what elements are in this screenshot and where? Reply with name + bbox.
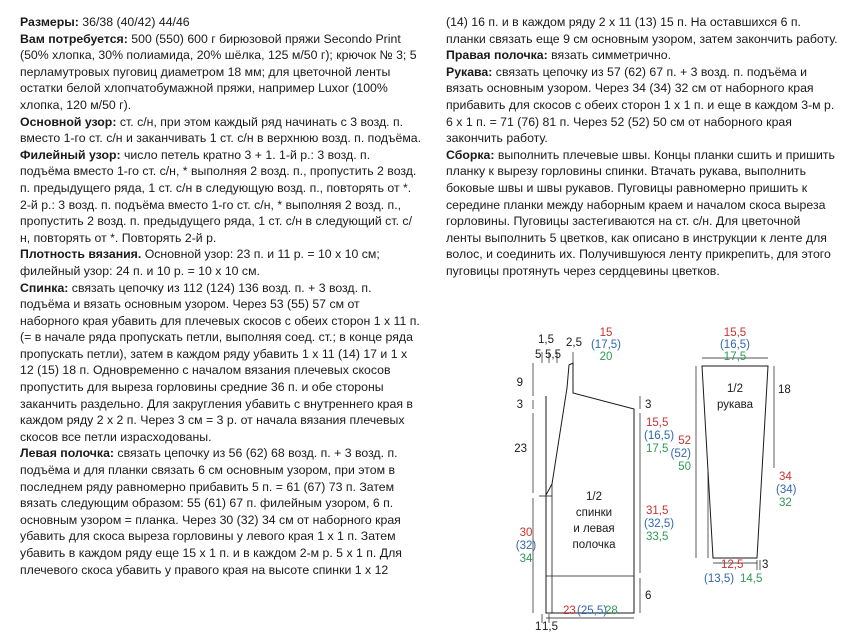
sleeve-top-green: 17,5 [723,351,747,363]
paragraph [20,445,422,578]
sleeve-left-red: 52 [678,435,691,447]
dim-bottom-15: 1,5 [542,621,558,633]
body-dimension-lines [533,352,640,623]
dim-top-15: 1,5 [538,334,554,346]
body-title-2: спинки [575,507,613,519]
dim-right-red2: 31,5 [646,505,669,517]
sleeve-right-red: 34 [779,471,792,483]
paragraph-text: выполнить плечевые швы. Концы планки сшить и пришить планку к вырезу горловины спинки. Втачать рукава, выполнить боковые швы и швы рукавов. Пуговицы равномерно пришить к середине планки между наборным краем и началом скоса выреза горловины. Пуговицы застегиваются на ст. с/н. Для цветочной ленты выполнить 5 цветков, как описано в инструкции к ленте для волос, и соединить их. Получившуюся ленту прикрепить, для этого пуговицы протянуть через сердцевины цветков. [446,147,835,278]
dim-right-6: 6 [645,590,652,602]
sleeve-bottom-green: 14,5 [740,573,763,585]
sleeve-bottom-red: 12,5 [721,559,744,571]
paragraph [20,147,422,247]
sleeve-title-1: 1/2 [727,383,743,395]
paragraph-text: связать цепочку из 56 (62) 68 возд. п. + 3 возд. п. подъёма и для планки связать 6 см основным узором, при этом в последнем ряду равномерно прибавить 5 п. = 61 (67) 73 п. Затем вязать следующим образом: 55 (61) 67 п. филейным узором, 6 п. основным узором = планка. Через 30 (32) 34 см от наборного края убавить для скоса выреза горловины у левого края 1 х 1 п. Затем убавить в каждом ряду еще 15 х 1 п. и в каждом 2-м р. 5 х 1 п. Для плечевого скоса убавить у правого края на высоте спинки 1 х 12 [20,446,402,577]
dim-right-3: 3 [645,399,652,411]
paragraph-text: вязать симметрично. [547,48,672,63]
paragraph [20,14,422,31]
paragraph [20,114,422,147]
paragraph [446,147,838,280]
body-piece-outline [539,363,634,613]
sleeve-top-blue: (16,5) [719,339,751,351]
paragraph-heading: Спинка: [20,280,69,295]
dim-left-green: 34 [519,553,533,565]
paragraph-text: число петель кратно 3 + 1. 1-й р.: 3 возд. п. подъёма вместо 1-го ст. с/н, * выполняя 2 возд. п., пропустить 2 возд. п. предыдущего ряда, 1 ст. с/н в следующую возд. п., повторять от *. 2-й р.: 3 возд. п. подъёма вместо 1-го ст. с/н, * выполняя 2 возд. п., пропустить 2 возд. п. предыдущего ряда, 1 ст. с/н в следующий ст. с/н, повторять от *. Повторять 2-й р. [20,147,417,245]
sleeve-top-red: 15,5 [723,327,747,339]
dim-top-55: 5,5 [545,349,561,361]
dim-right-green1: 17,5 [646,443,669,455]
dim-right-blue2: (32,5) [644,518,675,530]
paragraph-text: Основной узор: 23 п. и 11 р. = 10 х 10 см; филейный узор: 24 п. и 10 р. = 10 х 10 см. [20,247,380,278]
paragraph [20,280,422,446]
paragraph-heading: Плотность вязания. [20,247,142,262]
dim-bottom-1: 1 [535,621,542,633]
paragraph-heading: Филейный узор: [20,147,121,162]
dim-left-9: 9 [516,377,523,389]
paragraph-text: ст. с/н, при этом каждый ряд начинать с 3 возд. п. вместо 1-го ст. с/н и заканчивать 1 ст. с/н в верхнюю возд. п. подъёма. [20,114,422,146]
body-title-4: полочка [572,539,616,551]
dim-top-25: 2,5 [566,337,582,349]
dim-top-5: 5 [535,349,542,361]
paragraph-text: связать цепочку из 57 (62) 67 п. + 3 возд. п. подъёма и вязать основным узором. Через 34 (34) 32 см от наборного края прибавить для скосов с обеих сторон 1 х 1 п. и еще в каждом 3-м р. 6 х 1 п. = 71 (76) 81 п. Через 52 (52) 50 см от наборного края закончить работу. [446,64,835,146]
dim-bottom-blue: (25,5) [577,605,608,617]
sleeve-left-green: 50 [678,461,691,473]
dim-right-red1: 15,5 [646,417,669,429]
right-text-column [446,14,838,280]
dim-top-red: 15 [599,327,613,339]
body-title-3: и левая [573,523,615,535]
paragraph-text: связать цепочку из 112 (124) 136 возд. п. + 3 возд. п. подъёма и вязать основным узором. Через 53 (55) 57 см от наборного края убавить для плечевых скосов с обеих сторон 1 х 11 п. (= в начале ряда пропускать петли, выполняя соед. ст.; в конце ряда пропускать петли), затем в каждом ряду убавить 1 х 11 (14) 17 и 1 х 12 (15) 18 п. Одновременно с началом вязания плечевых скосов пропустить для выреза горловины средние 36 п. и обе стороны заканчить раздельно. Для закругления убавить с внутреннего края в каждом ряду 2 х 2 п. Через 3 см = 3 р. от начала вязания плечевых скосов все петли израсходованы. [20,280,420,444]
dim-bottom-red: 23 [563,605,576,617]
dim-bottom-green: 28 [605,605,618,617]
body-title-1: 1/2 [586,491,602,503]
dim-right-blue1: (16,5) [644,430,675,442]
paragraph [446,47,838,64]
paragraph-heading: Сборка: [446,147,495,162]
paragraph [446,14,838,47]
dim-top-green: 20 [599,351,613,363]
sleeve-right-green: 32 [779,497,792,509]
paragraph-heading: Правая полочка: [446,48,548,63]
paragraph [20,31,422,114]
paragraph-text: (14) 16 п. и в каждом ряду 2 х 11 (13) 15 п. На оставшихся 6 п. планки связать еще 9 см основным узором, затем закончить работу. [446,15,838,46]
sleeve-title-2: рукава [716,399,754,411]
pattern-diagram [438,318,848,636]
sleeve-bottom-3: 3 [762,559,769,571]
dim-left-blue: (32) [515,540,537,552]
dim-left-red: 30 [519,527,533,539]
paragraph-heading: Основной узор: [20,114,117,129]
sleeve-right-blue: (34) [776,484,797,496]
sleeve-left-blue: (52) [670,448,691,460]
paragraph-heading: Левая полочка: [20,446,115,461]
paragraph [20,246,422,279]
paragraph-heading: Размеры: [20,15,79,29]
paragraph [446,64,838,147]
dim-left-23: 23 [514,443,527,455]
paragraph-text: 500 (550) 600 г бирюзовой пряжи Secondo Print (50% хлопка, 30% полиамида, 20% шёлка, 125 м/50 г); крючок № 3; 5 перламутровых пуговиц диаметром 18 мм; для цветочной ленты остатки белой хлопчатобумажной пряжи, например Luxor (100% хлопка, 120 м/50 г). [20,31,417,112]
paragraph-heading: Вам потребуется: [20,31,128,46]
dim-top-blue: (17,5) [590,339,622,351]
sleeve-right-18: 18 [778,384,791,396]
paragraph-text: 36/38 (40/42) 44/46 [78,15,190,29]
sleeve-bottom-blue: (13,5) [704,573,735,585]
dim-right-green2: 33,5 [646,531,669,543]
paragraph-heading: Рукава: [446,64,493,79]
dim-left-3: 3 [516,399,523,411]
left-text-column [20,14,422,578]
